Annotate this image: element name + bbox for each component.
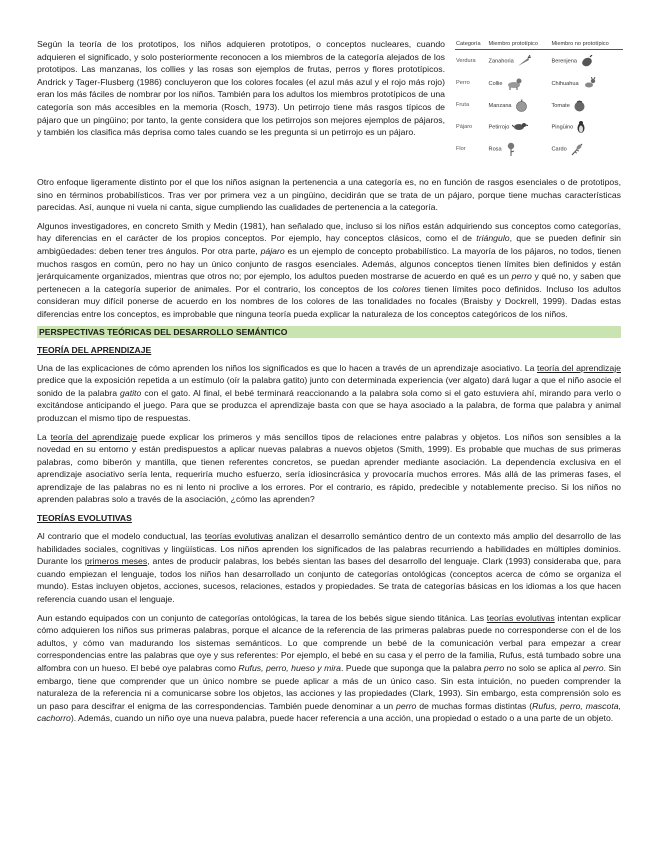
category-cell: Perro [456, 80, 470, 86]
proto-cell: Petirrojo [488, 116, 551, 138]
proto-cell: Rosa [488, 138, 551, 160]
paragraph-learning-limits: La teoría del aprendizaje puede explicar los primeros y más sencillos tipos de relaciones entre palabras y objetos. Los niños son sensibles a la novedad en su entorno y están predispuestos a aplicar nuevas palabras a nuevos objetos (Smith, 1999). Es probable que muchas de sus primeras palabras, como biberón y mantilla, que tienen referentes concretos, se puedan aprender mediante asociación. La dependencia exclusiva en el aprendizaje asociativo sería lenta, requeriría mucho esfuerzo, sería idiosincrásica y provocaría muchos errores. Más allá de las primeras fases, el aprendizaje de las palabras no es ni lento ni proclive a los errores. Por el contrario, es rápido, predecible y notablemente preciso. Si los niños no aprenden palabras solo a través de la asociación, ¿cómo las aprenden? [37, 431, 621, 505]
carrot-icon [517, 55, 531, 67]
nonproto-cell: Chihuahua [551, 72, 624, 94]
table-header-row [455, 40, 623, 50]
thistle-icon [570, 142, 584, 156]
table-row [455, 116, 623, 138]
penguin-icon [576, 120, 586, 134]
page [37, 38, 621, 725]
paragraph-concepts: Algunos investigadores, en concreto Smith y Medin (1981), han señalado que, incluso si los niños están adquiriendo sus conceptos como categorías, hay diferencias en el carácter de los propios conceptos. Por ejemplo, hay conceptos clásicos, como el de triángulo, que se pueden definir sin ambigüedades: deben tener tres ángulos. Por otra parte, pájaro es un ejemplo de concepto probabilístico. La mayoría de los pájaros, no todos, tienen muchos rasgos en común, pero no hay un único conjunto de rasgos esenciales. Además, algunos conceptos tienen límites bien definidos y están jerárquicamente organizados, mientras que otros no; por ejemplo, los adultos pueden mostrarse de acuerdo en qué es un perro y qué no, y saben que pertenecen a la categoría superior de animales. Por el contrario, los conceptos de los colores tienen límites poco definidos. Incluso los adultos consideran muy difícil ponerse de acuerdo en los nombres de los colores de las tonalidades no focales (Braisby y Dockrell, 1999). Dadas estas diferencias entre los conceptos, es improbable que ninguna teoría pueda explicar la naturaleza de los conceptos categóricos de los niños. [37, 220, 622, 319]
category-cell: Flor [456, 146, 466, 152]
header-category: Categoría [455, 40, 488, 50]
table-row [455, 138, 623, 160]
proto-cell: Zanahoria [488, 50, 551, 73]
table-row [455, 72, 623, 94]
chihuahua-icon [582, 77, 596, 90]
rose-icon [505, 142, 517, 156]
prototype-figure [455, 40, 623, 160]
category-cell: Verdura [456, 58, 476, 64]
header-prototypical: Miembro prototípico [488, 40, 551, 50]
tomato-icon [573, 99, 586, 112]
proto-cell: Collie [488, 72, 551, 94]
nonproto-cell: Tomate [551, 94, 624, 116]
nonproto-cell: Berenjena [551, 50, 624, 73]
subheading-learning-theory: TEORÍA DEL APRENDIZAJE [37, 344, 152, 355]
header-nonprototypical: Miembro no prototípico [551, 40, 624, 50]
section-heading: PERSPECTIVAS TEÓRICAS DEL DESARROLLO SEMÁNTICO [37, 326, 621, 338]
collie-dog-icon [506, 77, 522, 90]
robin-bird-icon [512, 121, 528, 133]
paragraph-probabilistic: Otro enfoque ligeramente distinto por el que los niños asignan la pertenencia a una categoría es, no en función de rasgos esenciales o de prototipos, sino en términos probabilísticos. Tras ver por primera vez a un pingüino, decidirán que se trata de un pájaro, porque tiene muchas características parecidas. Así, aunque ni vuela ni canta, sigue cumpliendo las cualidades de pertenencia a la categoría. [37, 177, 621, 213]
eggplant-icon [580, 55, 594, 67]
table-row [455, 94, 623, 116]
proto-cell: Manzana [488, 94, 551, 116]
table-row [455, 50, 623, 73]
subheading-evolutionary: TEORÍAS EVOLUTIVAS [37, 513, 132, 524]
category-cell: Fruta [456, 102, 470, 108]
paragraph-ontological: Aun estando equipados con un conjunto de categorías ontológicas, la tarea de los bebés sigue siendo titánica. Las teorías evolutivas intentan explicar cómo adquieren los niños sus primeras palabras, porque el alcance de la referencia de las primeras palabras puede no corresponderse con el de los adultos, y cómo van madurando los sistemas semánticos. Lo que comprende un bebé de la comunicación verbal para empezar a crear correspondencias entre las palabras que oye y sus referentes: Por ejemplo, el bebé en su casa y el perro de la familia, Rufus, está tumbado sobre una alfombra con un hueso. El bebé oye palabras como Rufus, perro, hueso y mira. Puede que suponga que la palabra perro no solo se aplica al perro. Sin embargo, tiene que comprender que un único nombre se puede aplicar a más de un único caso. Sin esta intuición, no pueden comprender la naturaleza de la referencia ni a comunicarse sobre los objetos, las acciones y las propiedades (Clark, 1993). Sin embargo, esta comprensión solo es un paso para descifrar el enigma de las correspondencias. También puede denominar a un perro de muchas formas distintas (Rufus, perro, mascota, cachorro). Además, cuando un niño oye una nueva palabra, puede hacer referencia a una acción, una propiedad o estado o a una parte de un objeto. [37, 612, 622, 724]
paragraph-evolutionary: Al contrario que el modelo conductual, las teorías evolutivas analizan el desarrollo semántico dentro de un contexto más amplio del desarrollo de las habilidades sociales, cognitivas y lingüísticas. Los niños aprenden los significados de las palabras recurriendo a habilidades en múltiples dominios. Durante los primeros meses, antes de producir palabras, los bebés sientan las bases del desarrollo del lenguaje. Clark (1993) consideraba que, para cuando empiezan el lenguaje, todos los niños han desarrollado un conjunto de categorías ontológicas (conceptos acerca de cómo se organiza el mundo). Estas incluyen objetos, acciones, sucesos, relaciones, estados y propiedades. Se trata de categorías básicas en los idiomas a los que hacen referencia cuando usan el lenguaje. [37, 531, 622, 605]
category-cell: Pájaro [456, 124, 473, 130]
prototype-table [455, 40, 623, 160]
paragraph-prototypes: Según la teoría de los prototipos, los niños adquieren prototipos, o conceptos nucleares, cuando adquieren el significado, y solo posteriormente reconocen a los miembros de la categoría alejados de los prototipos. Las manzanas, los collies y las rosas son ejemplos de frutas, perros y flores prototípicos. Andrick y Tager-Flusberg (1986) concluyeron que los colores focales (el azul más azul y el rojo más rojo) eran los más fáciles de nombrar por los niños. También para los adultos los miembros prototípicos de una categoría son más accesibles en la memoria (Rosch, 1973). Un petirrojo tiene más rasgos típicos de pájaro que un pingüino; por tanto, la gente considera que los petirrojos son mejores ejemplos de pájaros, y también los clasifica más deprisa como tales cuando se les pregunta si un petirrojo es un pájaro. [37, 39, 445, 138]
paragraph-associative: Una de las explicaciones de cómo aprenden los niños los significados es que lo hacen a través de un aprendizaje asociativo. La teoría del aprendizaje predice que la exposición repetida a un estímulo (oír la palabra gatito) junto con determinada experiencia (ver algato) dará lugar a que el niño asocie el sonido de la palabra gatito con el gato. Al final, el bebé terminará reaccionando a la palabra sola como si el gato estuviera ahí, mirando para verlo o excitándose anticipando el juego. Para que se produzca el aprendizaje basta con que se haya asociado a la palabra, de forma que palabra y animal produzcan el mismo tipo de respuestas. [37, 362, 621, 423]
apple-icon [515, 99, 528, 112]
nonproto-cell: Cardo [551, 138, 624, 160]
nonproto-cell: Pingüino [551, 116, 624, 138]
top-section [37, 38, 621, 170]
